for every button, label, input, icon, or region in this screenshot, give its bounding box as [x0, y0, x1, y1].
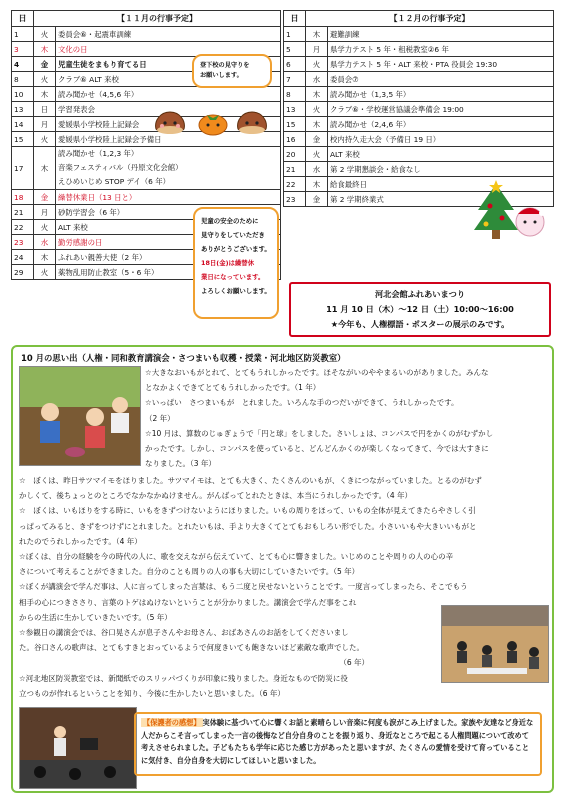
nov-event: 愛媛県小学校陸上記録会予備日 — [56, 132, 281, 147]
dec-event: 読み聞かせ（2,4,6 年） — [328, 117, 554, 132]
dec-day-header: 日 — [284, 11, 306, 27]
safety-thanks-callout — [193, 207, 279, 319]
callout-line: 18日(金)は繰替休 — [201, 259, 255, 267]
nov-day: 15 — [12, 132, 34, 147]
nov-event: 砂防学習会（6 年） — [56, 205, 281, 220]
dec-weekday: 木 — [306, 117, 328, 132]
fureai-date: 11 月 10 日（木）～12 日（土）10:00～16:00 — [326, 304, 514, 314]
nov-event: 文化の日 — [56, 42, 281, 57]
nov-event: 読み聞かせ（4,5,6 年） — [56, 87, 281, 102]
sweet-potato-harvest-photo — [19, 366, 141, 466]
dec-weekday: 火 — [306, 147, 328, 162]
dec-event: クラブ⑥・学校運営協議会準備会 19:00 — [328, 102, 554, 117]
nov-day: 21 — [12, 205, 34, 220]
dec-day: 1 — [284, 27, 306, 42]
nov-day: 3 — [12, 42, 34, 57]
dec-event: 県学力テスト 5 年・ALT 来校・PTA 役員会 19:30 — [328, 57, 554, 72]
nov-event: ALT 来校 — [56, 220, 281, 235]
nov-weekday: 木 — [34, 42, 56, 57]
nov-day: 24 — [12, 250, 34, 265]
dec-day: 15 — [284, 117, 306, 132]
memory-line: ☆河北地区防災教室では、新聞紙でのスリッパづくりが印象に残りました。身近なもので防災に役 — [19, 673, 348, 683]
nov-event: 繰替休業日（13 日と） — [56, 190, 281, 205]
dec-event: 校内持久走大会（予備日 19 日） — [328, 132, 554, 147]
nov-day: 17 — [12, 147, 34, 190]
dec-day: 16 — [284, 132, 306, 147]
dec-day: 8 — [284, 87, 306, 102]
dec-weekday: 火 — [306, 57, 328, 72]
nov-event: 学習発表会 — [56, 102, 281, 117]
fureai-festival-box — [289, 282, 551, 337]
dec-day: 21 — [284, 162, 306, 177]
nov-weekday: 火 — [34, 27, 56, 42]
dec-event: 読み聞かせ（1,3,5 年） — [328, 87, 554, 102]
nov-event: ふれあい親善大使（2 年） — [56, 250, 281, 265]
nov-event: 委員会⑥・起震車訓練 — [56, 27, 281, 42]
nov-event-line: 読み聞かせ（1,2,3 年） — [58, 149, 139, 158]
dec-event: 第 2 学期終業式 — [328, 192, 554, 207]
dec-event: 第 2 学期懇談会・給食なし — [328, 162, 554, 177]
dec-weekday: 水 — [306, 72, 328, 87]
dec-day: 20 — [284, 147, 306, 162]
memory-line: ☆参観日の講演会では、谷口晃さんが息子さんやお母さん、おばあさんのお話をしてくださいまし — [19, 628, 349, 638]
dec-day: 23 — [284, 192, 306, 207]
nov-weekday: 火 — [34, 132, 56, 147]
memory-line: からの生活に生かしていきたいです。（5 年） — [19, 612, 172, 622]
nov-weekday: 金 — [34, 57, 56, 72]
nov-event: 児童生徒をまもり育てる日 — [56, 57, 281, 72]
nov-weekday: 水 — [34, 235, 56, 250]
callout-line: ありがとうございます。 — [201, 245, 271, 253]
nov-event: クラブ⑥ ALT 来校 — [56, 72, 281, 87]
memory-line: （2 年） — [145, 413, 175, 423]
dec-weekday: 水 — [306, 162, 328, 177]
guardian-label: 【保護者の感想】 — [143, 718, 201, 727]
dec-event: 避難訓練 — [328, 27, 554, 42]
nov-weekday: 木 — [34, 250, 56, 265]
dec-weekday: 月 — [306, 42, 328, 57]
dec-day: 5 — [284, 42, 306, 57]
memory-line: （6 年） — [339, 658, 369, 668]
memory-line: れたのでうれしかったです。（4 年） — [19, 536, 142, 546]
memory-line: ☆いっぱい さつまいもが とれました。いろんな手のつだいができて、うれしかったです。 — [145, 398, 459, 408]
memory-line: ☆ ぼくは、昨日サツマイモをほりました。サツマイモは、とても大きく、たくさんのいもが、くきにつながっていました。とるのがむず — [19, 476, 482, 485]
callout-line: 登下校の見守りを — [200, 62, 250, 69]
nov-day: 14 — [12, 117, 34, 132]
dec-weekday: 火 — [306, 102, 328, 117]
dec-event: ALT 来校 — [328, 147, 554, 162]
memory-line: 立つものが作れるということを知り、今後に生かしたいと思いました。（6 年） — [19, 688, 285, 698]
nov-day: 23 — [12, 235, 34, 250]
nov-day: 29 — [12, 265, 34, 280]
nov-weekday: 火 — [34, 220, 56, 235]
sheep-mascot-icon — [510, 200, 550, 240]
lecture-hall-photo — [441, 605, 549, 683]
persimmon-mascot-icon — [196, 110, 230, 136]
memories-title: 10 月の思い出（人権・同和教育講演会・さつまいも収穫・授業・河北地区防災教室） — [21, 353, 346, 363]
memory-line: た。谷口さんの歌声は、とてもすきとおっているようで何度きいても飽きないほど素敵な歌声でした。 — [19, 643, 364, 653]
nov-day: 18 — [12, 190, 34, 205]
chestnut-mascot-icon — [150, 109, 190, 135]
memory-line: ☆ぼくが講演会で学んだ事は、人に言ってしまった言葉は、もう二度と戻せないということです。一度言ってしまったら、そこでもう — [19, 582, 468, 592]
guardian-impressions — [134, 712, 542, 776]
nov-title: 【１１月の行事予定】 — [34, 11, 281, 27]
nov-weekday: 月 — [34, 117, 56, 132]
fureai-title: 河北会館ふれあいまつり — [374, 289, 466, 299]
nov-day: 4 — [12, 57, 34, 72]
nov-event-line: えひめいじめ STOP デイ（6 年） — [58, 177, 171, 186]
nov-event-multi — [56, 147, 281, 190]
nov-weekday: 木 — [34, 87, 56, 102]
nov-event: 勤労感謝の日 — [56, 235, 281, 250]
dec-event: 給食最終日 — [328, 177, 554, 192]
nov-weekday: 月 — [34, 205, 56, 220]
callout-line: 児童の安全のために — [201, 217, 259, 225]
memory-line: さについて考えることができました。自分のことも周りの人の事も大切にしていきたいです。（5 年） — [19, 567, 360, 577]
dec-weekday: 金 — [306, 132, 328, 147]
nov-weekday: 金 — [34, 190, 56, 205]
nov-day: 8 — [12, 72, 34, 87]
nov-day: 10 — [12, 87, 34, 102]
memories-para-top — [145, 365, 553, 471]
memory-line: となかよくできてとてもうれしかったです。（1 年） — [145, 383, 321, 393]
callout-line: お願いします。 — [200, 72, 243, 79]
dec-weekday: 木 — [306, 177, 328, 192]
dec-day: 6 — [284, 57, 306, 72]
nov-day-header: 日 — [12, 11, 34, 27]
nov-weekday: 火 — [34, 72, 56, 87]
nov-day: 1 — [12, 27, 34, 42]
memory-line: なりました。（3 年） — [145, 459, 216, 469]
dec-day: 22 — [284, 177, 306, 192]
nov-day: 22 — [12, 220, 34, 235]
nov-weekday: 日 — [34, 102, 56, 117]
dec-day: 7 — [284, 72, 306, 87]
callout-line: 見守りをしていただき — [201, 231, 265, 239]
memory-line: っぱってみると、きずをつけずにとれました。とれたいもは、手より大きくてとてもおもしろい形でした。小さいいもや大きいいもがと — [19, 521, 477, 531]
memory-line: ☆ぼくは、自分の経験を今の時代の人に、歌を交えながら伝えていて、とても心に響きました。いじめのことや周りの人の心の辛 — [19, 552, 454, 562]
callout-line: よろしくお願いします。 — [201, 287, 271, 295]
dec-event: 県学力テスト 5 年・租税教室②6 年 — [328, 42, 554, 57]
nov-event-line: 音楽フェスティバル（丹原文化会館） — [58, 163, 183, 172]
nov-event: 薬物乱用防止教室（5・6 年） — [56, 265, 281, 280]
concert-photo — [19, 707, 137, 789]
dec-weekday: 木 — [306, 27, 328, 42]
memory-line: かしくて、後ちょっとのところでなかなかぬけません。がんばってとれたときは、本当にうれしかったです。（4 年） — [19, 491, 413, 501]
dec-day: 13 — [284, 102, 306, 117]
chestnut-mascot-icon — [232, 109, 272, 135]
memory-line: ☆ ぼくは、いもほりをする時に、いもをきずつけないようにほりました。いもの周りをほって、いもの全体が見えてきたらやさしく引 — [19, 506, 476, 516]
memory-line: ☆大きなおいもがとれて、とてもうれしかったです。ほそながいのややまるいのがありました。みんな — [145, 368, 489, 377]
dec-event: 委員会⑦ — [328, 72, 554, 87]
dec-weekday: 金 — [306, 192, 328, 207]
nov-event: 愛媛県小学校陸上記録会 — [56, 117, 281, 132]
callout-line: 業日になっています。 — [201, 273, 265, 281]
memory-line: 相手の心につきささり、言葉のトゲはぬけないということが分かりました。講演会で学んだ事をこれ — [19, 597, 357, 607]
escort-callout — [192, 54, 272, 88]
dec-title: 【１２月の行事予定】 — [306, 11, 554, 27]
guardian-text: 実体験に基づいて心に響くお話と素晴らしい音楽に何度も涙がこみ上げました。家族や友達など身近な人だからこそ言ってしまった一言の後悔など自分自身のことを振り返り、身近なところで起こる人権問題について改めて考えさせられました。子どもたちも学年に応じた感じ方があったと思いますが、たくさんの愛情を受けて育っていることに気付き、自分自身を大切にしてほしいと思いました。 — [141, 718, 534, 765]
dec-weekday: 木 — [306, 87, 328, 102]
nov-day: 13 — [12, 102, 34, 117]
fureai-note: ★今年も、人権標語・ポスターの展示のみです。 — [330, 319, 510, 329]
memory-line: かったです。しかし、コンパスを使っていると、どんどんかくのが楽しくなってきて、今では大すきに — [145, 444, 489, 454]
december-schedule — [283, 10, 554, 207]
nov-weekday: 火 — [34, 265, 56, 280]
memory-line: ☆10 月は、算数のじゅぎょうで「円と球」をしました。さいしょは、コンパスで円をかくのがむずかし — [145, 428, 494, 438]
nov-weekday: 木 — [34, 147, 56, 190]
